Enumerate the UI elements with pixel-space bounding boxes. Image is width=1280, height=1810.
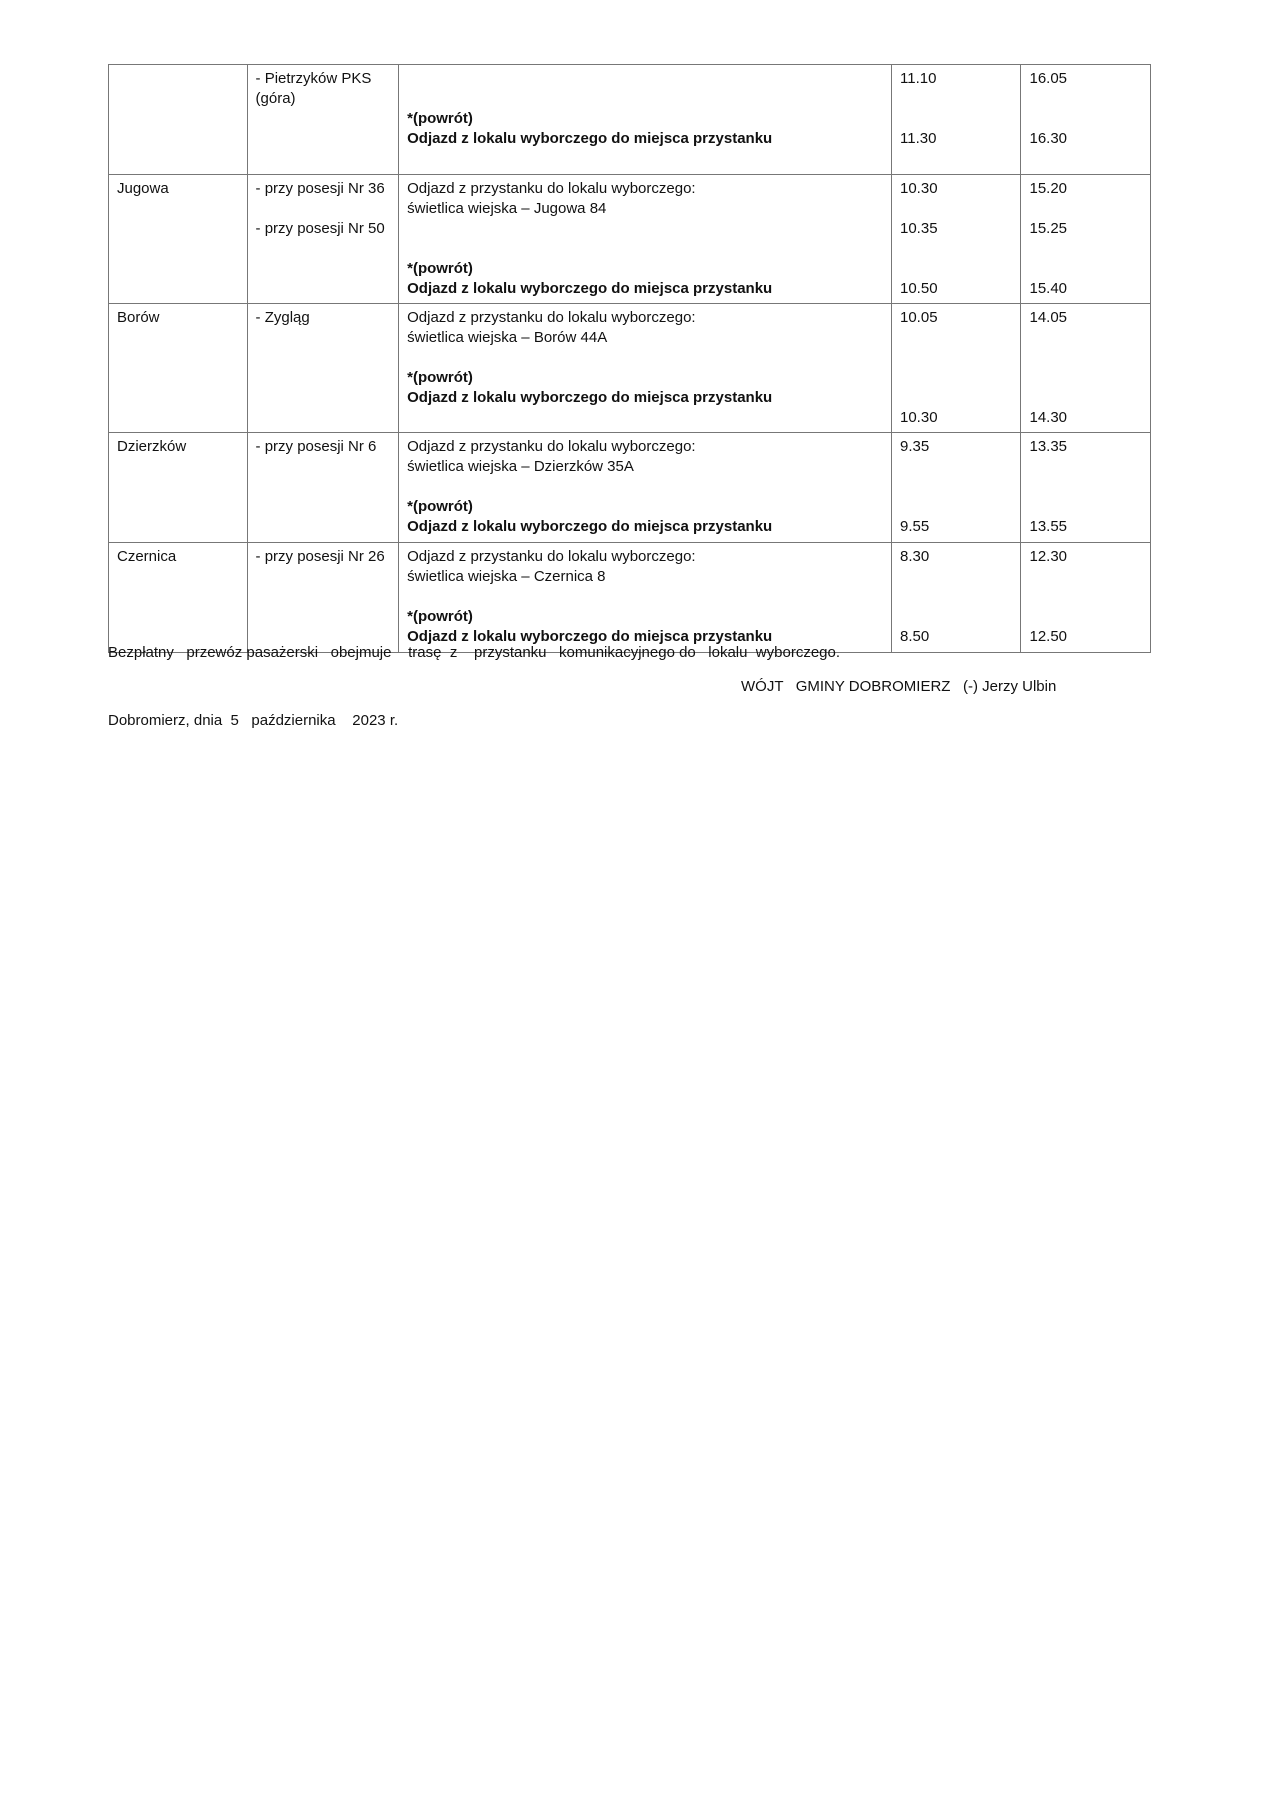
route-cell: Odjazd z przystanku do lokalu wyborczego: świetlica wiejska – Borów 44A *(powrót) Odjazd z lokalu wyborczego do miejsca przystanku bbox=[399, 304, 892, 433]
stop-cell: - Zygląg bbox=[247, 304, 399, 433]
place-cell bbox=[109, 65, 248, 175]
route-cell: Odjazd z przystanku do lokalu wyborczego: świetlica wiejska – Czernica 8 *(powrót) Odjazd z lokalu wyborczego do miejsca przystanku bbox=[399, 543, 892, 653]
signature: WÓJT GMINY DOBROMIERZ (-) Jerzy Ulbin bbox=[741, 678, 1057, 695]
time-cell: 8.30 8.50 bbox=[892, 543, 1021, 653]
time-cell: 10.05 10.30 bbox=[892, 304, 1021, 433]
table-row bbox=[109, 433, 1151, 543]
place-cell: Jugowa bbox=[109, 175, 248, 304]
route-cell: Odjazd z przystanku do lokalu wyborczego: świetlica wiejska – Dzierzków 35A *(powrót) Odjazd z lokalu wyborczego do miejsca przystanku bbox=[399, 433, 892, 543]
time-cell: 11.10 11.30 bbox=[892, 65, 1021, 175]
table-row bbox=[109, 543, 1151, 653]
route-cell: *(powrót) Odjazd z lokalu wyborczego do miejsca przystanku bbox=[399, 65, 892, 175]
stop-cell: - przy posesji Nr 26 bbox=[247, 543, 399, 653]
table-row bbox=[109, 175, 1151, 304]
place-cell: Borów bbox=[109, 304, 248, 433]
stop-cell: - Pietrzyków PKS (góra) bbox=[247, 65, 399, 175]
time-cell: 13.35 13.55 bbox=[1021, 433, 1151, 543]
place-cell: Dzierzków bbox=[109, 433, 248, 543]
time-cell: 14.05 14.30 bbox=[1021, 304, 1151, 433]
time-cell: 15.20 15.25 15.40 bbox=[1021, 175, 1151, 304]
time-cell: 9.35 9.55 bbox=[892, 433, 1021, 543]
time-cell: 16.05 16.30 bbox=[1021, 65, 1151, 175]
route-cell: Odjazd z przystanku do lokalu wyborczego: świetlica wiejska – Jugowa 84 *(powrót) Odjazd z lokalu wyborczego do miejsca przystanku bbox=[399, 175, 892, 304]
time-cell: 12.30 12.50 bbox=[1021, 543, 1151, 653]
stop-cell: - przy posesji Nr 36 - przy posesji Nr 50 bbox=[247, 175, 399, 304]
place-cell: Czernica bbox=[109, 543, 248, 653]
table-row bbox=[109, 304, 1151, 433]
stop-cell: - przy posesji Nr 6 bbox=[247, 433, 399, 543]
time-cell: 10.30 10.35 10.50 bbox=[892, 175, 1021, 304]
date-line: Dobromierz, dnia 5 października 2023 r. bbox=[108, 712, 399, 729]
table-row bbox=[109, 65, 1151, 175]
bus-schedule-table bbox=[108, 64, 1151, 653]
footer-note: Bezpłatny przewóz pasażerski obejmuje trasę z przystanku komunikacyjnego do lokalu wyborczego. bbox=[108, 644, 841, 661]
